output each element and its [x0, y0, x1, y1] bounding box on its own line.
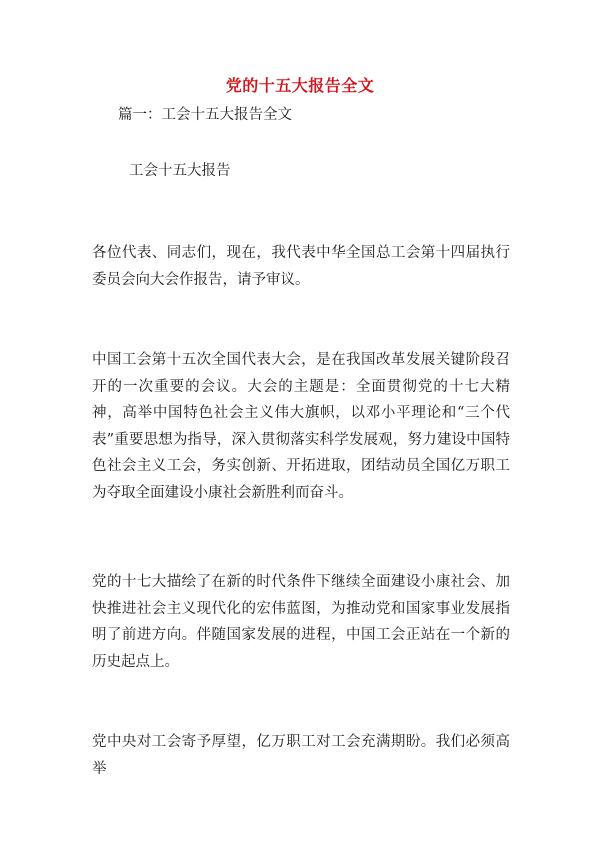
paragraph-1: 各位代表、同志们，现在，我代表中华全国总工会第十四届执行委员会向大会作报告，请予审议。 [92, 245, 510, 288]
document-title: 党的十五大报告全文 [225, 76, 375, 95]
document-subtitle: 篇一：工会十五大报告全文 [118, 107, 292, 123]
paragraph-3: 党的十七大描绘了在新的时代条件下继续全面建设小康社会、加快推进社会主义现代化的宏伟蓝图，为推动党和国家事业发展指明了前进方向。伴随国家发展的进程，中国工会正站在一个新的历史起点上。 [92, 574, 510, 670]
paragraph-4: 党中央对工会寄予厚望，亿万职工对工会充满期盼。我们必须高举 [92, 734, 510, 777]
report-heading: 工会十五大报告 [129, 163, 231, 179]
paragraph-2: 中国工会第十五次全国代表大会，是在我国改革发展关键阶段召开的一次重要的会议。大会的主题是：全面贯彻党的十七大精神，高举中国特色社会主义伟大旗帜，以邓小平理论和“三个代表”重要思想为指导，深入贯彻落实科学发展观，努力建设中国特色社会主义工会，务实创新、开拓进取，团结动员全国亿万职工为夺取全面建设小康社会新胜利而奋斗。 [92, 352, 510, 501]
